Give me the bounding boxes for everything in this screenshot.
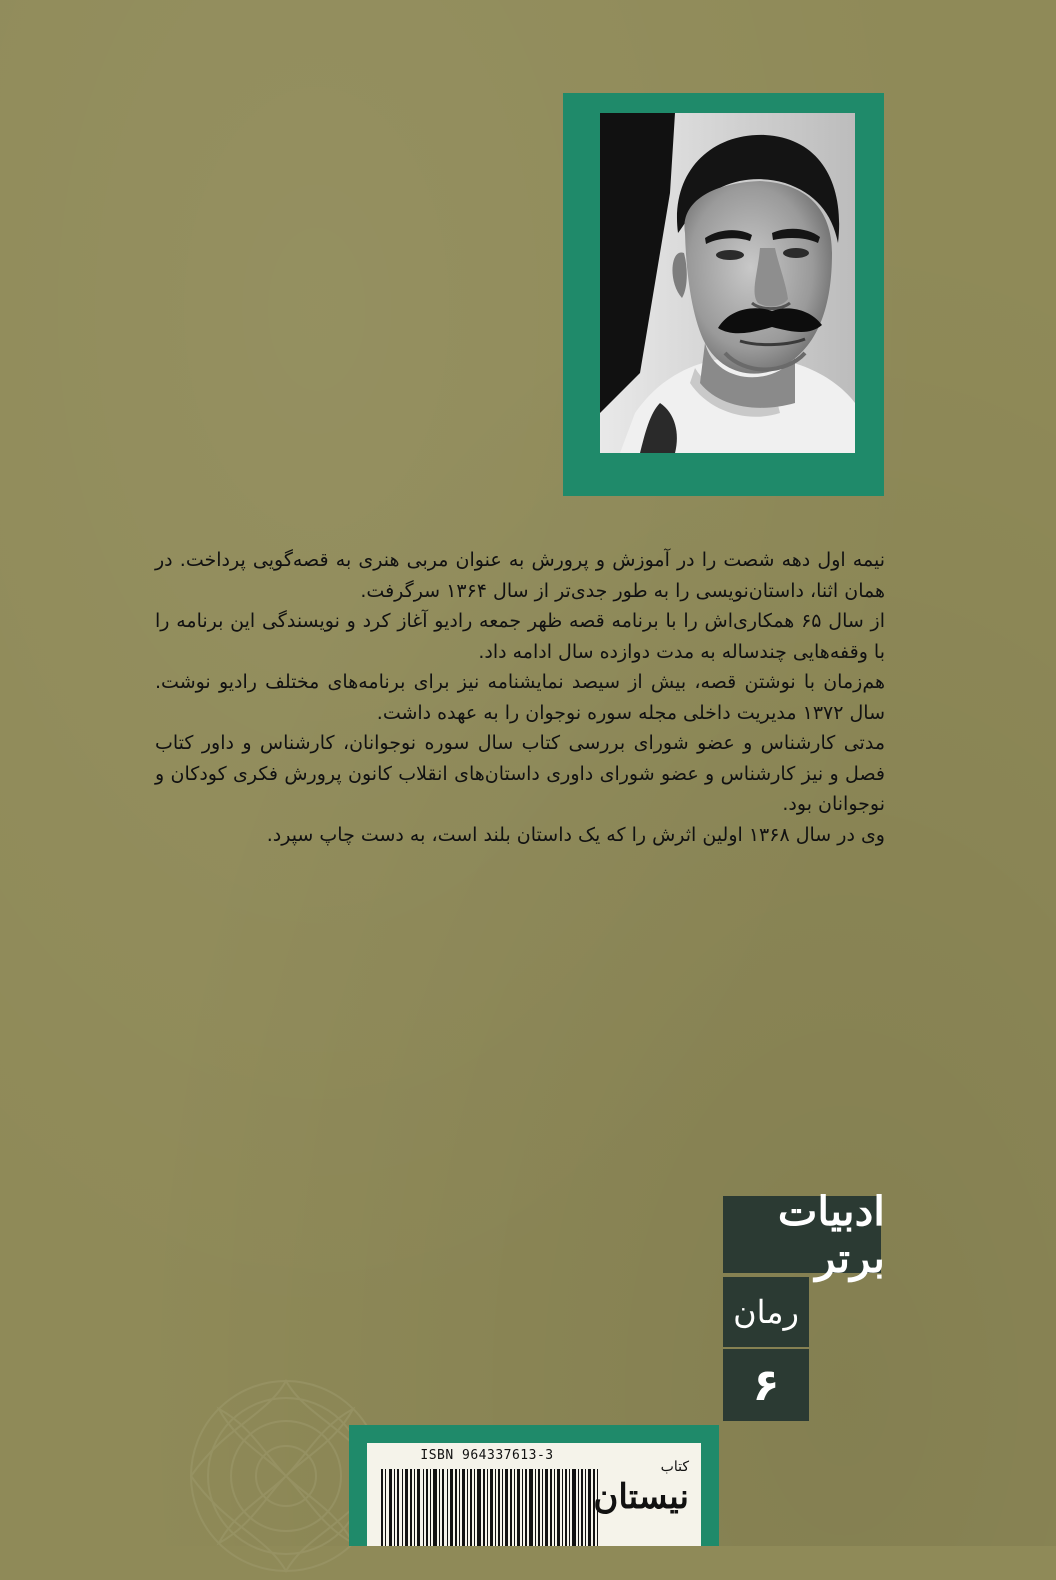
bio-paragraph: وی در سال ۱۳۶۸ اولین اثرش را که یک داستان بلند است، به دست چاپ سپرد. — [266, 823, 885, 846]
volume-number-box — [723, 1349, 809, 1421]
volume-number: ۶ — [752, 1359, 780, 1411]
author-biography — [155, 545, 885, 850]
bio-paragraph: نیمه اول دهه شصت را در آموزش و پرورش به عنوان مربی هنری به قصه‌گویی پرداخت. در همان اثنا، داستان‌نویسی را به طور جدی‌تر از سال ۱۳۶۴ سرگرفت. — [155, 549, 885, 602]
isbn-label: ISBN 964337613-3 — [420, 1448, 554, 1463]
bio-paragraph: مدتی کارشناس و عضو شورای بررسی کتاب سال سوره نوجوانان، کارشناس و داور کتاب فصل و نیز کارشناس و عضو شورای داوری داستان‌های انقلاب کانون پرورش فکری کودکان و نوجوانان بود. — [155, 732, 885, 815]
publisher-logo — [593, 1457, 693, 1546]
barcode-icon — [377, 1469, 602, 1546]
series-title: ادبیات برتر — [777, 1187, 885, 1282]
bio-paragraph: از سال ۶۵ همکاری‌اش را با برنامه قصه ظهر جمعه رادیو آغاز کرد و نویسندگی این برنامه را با وقفه‌هایی چندساله به مدت دوازده سال ادامه داد. — [155, 610, 885, 663]
genre-box — [723, 1277, 809, 1347]
bio-paragraph: هم‌زمان با نوشتن قصه، بیش از سیصد نمایشنامه نیز برای برنامه‌های مختلف رادیو نوشت. سال ۱۳۷۲ مدیریت داخلی مجله سوره نوجوان را به عهده داشت. — [155, 671, 885, 724]
photo-frame — [563, 93, 884, 496]
series-title-box — [723, 1187, 885, 1282]
barcode-frame — [349, 1425, 719, 1546]
barcode-card — [367, 1443, 701, 1546]
publisher-small-text: کتاب — [660, 1459, 689, 1475]
genre-label: رمان — [733, 1293, 799, 1331]
author-photo — [600, 113, 855, 453]
publisher-name: نیستان — [593, 1477, 689, 1517]
